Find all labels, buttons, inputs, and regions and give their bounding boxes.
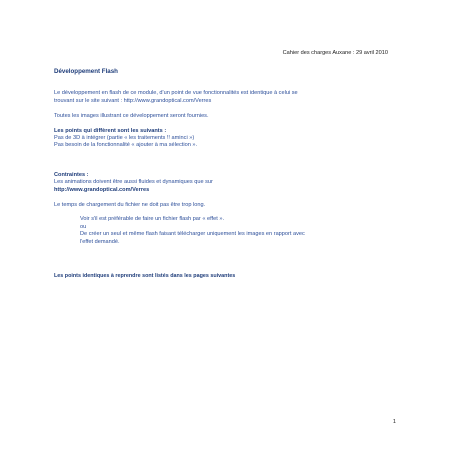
- differences-heading: Les points qui diffèrent sont les suivants :: [54, 127, 167, 134]
- constraints-link[interactable]: http://www.grandoptical.com/Verres: [54, 186, 150, 193]
- document-header: Cahier des charges Auxane : 29 avril 2010: [282, 50, 388, 56]
- images-note: Toutes les images illustrant ce développement seront fournies.: [54, 112, 209, 119]
- indented-options: [54, 216, 374, 246]
- option-line-4: l'effet demandé.: [80, 238, 120, 245]
- intro-line-1: Le développement en flash de ce module, d'un point de vue fonctionnalités est identique à celui se: [54, 90, 298, 97]
- constraints-block: [54, 172, 374, 194]
- constraints-heading: Contraintes :: [54, 171, 89, 178]
- differences-block: [54, 128, 374, 150]
- option-line-1: Voir s'il est préférable de faire un fichier flash par « effet ».: [80, 216, 224, 223]
- section-title: Développement Flash: [54, 68, 118, 75]
- difference-item-1: Pas de 3D à intégrer (partie « les traitements !! aminci »): [54, 135, 195, 142]
- intro-paragraph: [54, 90, 374, 105]
- intro-line-2: trouvant sur le site suivant : http://www.grandoptical.com/Verres: [54, 97, 212, 104]
- difference-item-2: Pas besoin de la fonctionnalité « ajouter à ma sélection ».: [54, 142, 198, 149]
- option-line-2: ou: [80, 223, 87, 230]
- document-body: [54, 68, 374, 281]
- page-number: 1: [392, 419, 396, 425]
- option-line-3: De créer un seul et même flash faisant télécharger uniquement les images en rapport avec: [80, 231, 305, 238]
- identical-points-note: Les points identiques à reprendre sont listés dans les pages suivantes: [54, 273, 236, 280]
- constraints-line: Les animations doivent être aussi fluides et dynamiques que sur: [54, 179, 213, 186]
- loading-note: Le temps de chargement du fichier ne doit pas être trop long.: [54, 201, 206, 208]
